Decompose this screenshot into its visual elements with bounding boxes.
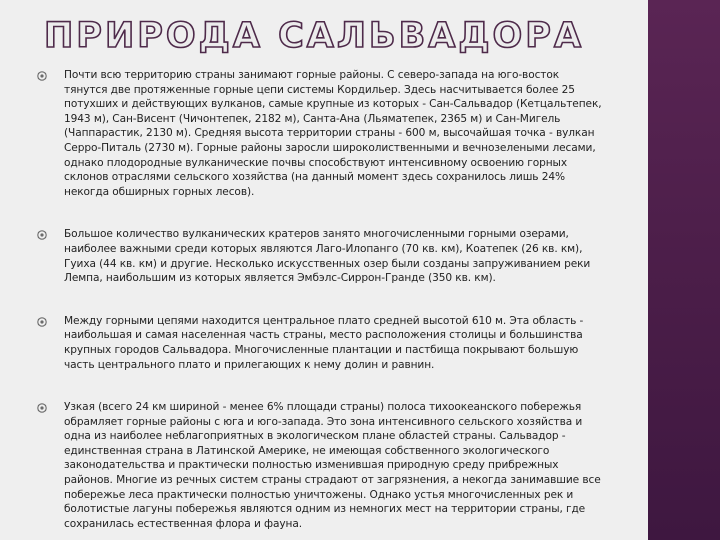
bullet-item [36,314,602,372]
bullet-list [36,68,602,531]
bullet-text: Между горными цепями находится центральное плато средней высотой 610 м. Эта область - наибольшая и самая населенная часть страны, место расположения столицы и большинства крупных городов Сальвадора. Многочисленные плантации и пастбища покрывают большую часть центрального плато и прилегающих к нему долин и равнин. [64,314,584,371]
decorative-sidebar [648,0,720,540]
slide-title: ПРИРОДА САЛЬВАДОРА [44,16,585,56]
bullet-item [36,68,602,199]
wreath-bullet-icon [36,70,48,82]
bullet-text: Большое количество вулканических кратеров занято многочисленными горными озерами, наиболее важными среди которых являются Лаго-Илопанго (70 кв. км), Коатепек (26 кв. км), Гуиха (44 кв. км) и другие. Несколько искусственных озер были созданы запруживанием реки Лемпа, наибольшим из которых является Эмбэлс-Сиррон-Гранде (350 кв. км). [64,228,591,285]
bullet-item [36,400,602,531]
wreath-bullet-icon [36,316,48,328]
bullet-item [36,227,602,285]
wreath-bullet-icon [36,402,48,414]
wreath-bullet-icon [36,229,48,241]
bullet-text: Узкая (всего 24 км шириной - менее 6% площади страны) полоса тихоокеанского побережья обрамляет горные районы с юга и юго-запада. Это зона интенсивного сельского хозяйства и одна из наиболее неблагоприятных в экологическом плане областей страны. Сальвадор - единственная страна в Латинской Америке, не имеющая собственного экологического законодательства и практически полностью изменившая природную среду прибрежных районов. Многие из речных систем страны страдают от загрязнения, а некогда занимавшие все побережье леса практически полностью уничтожены. Однако устья многочисленных рек и болотистые лагуны побережья являются одним из немногих мест на территории страны, где сохранилась естественная флора и фауна. [64,401,601,530]
bullet-text: Почти всю территорию страны занимают горные районы. С северо-запада на юго-восток тянутся две протяженные горные цепи системы Кордильер. Здесь насчитывается более 25 потухших и действующих вулканов, самые крупные из которых - Сан-Сальвадор (Кетцальтепек, 1943 м), Сан-Висент (Чичонтепек, 2182 м), Санта-Ана (Льяматепек, 2365 м) и Сан-Мигель (Чаппарастик, 2130 м). Средняя высота территории страны - 600 м, высочайшая точка - вулкан Серро-Питаль (2730 м). Горные районы заросли широколиственными и вечнозелеными лесами, однако плодородные вулканические почвы способствуют интенсивному освоению горных склонов отраслями сельского хозяйства (на данный момент здесь сохранилось лишь 24% некогда обширных горных лесов). [64,69,602,198]
